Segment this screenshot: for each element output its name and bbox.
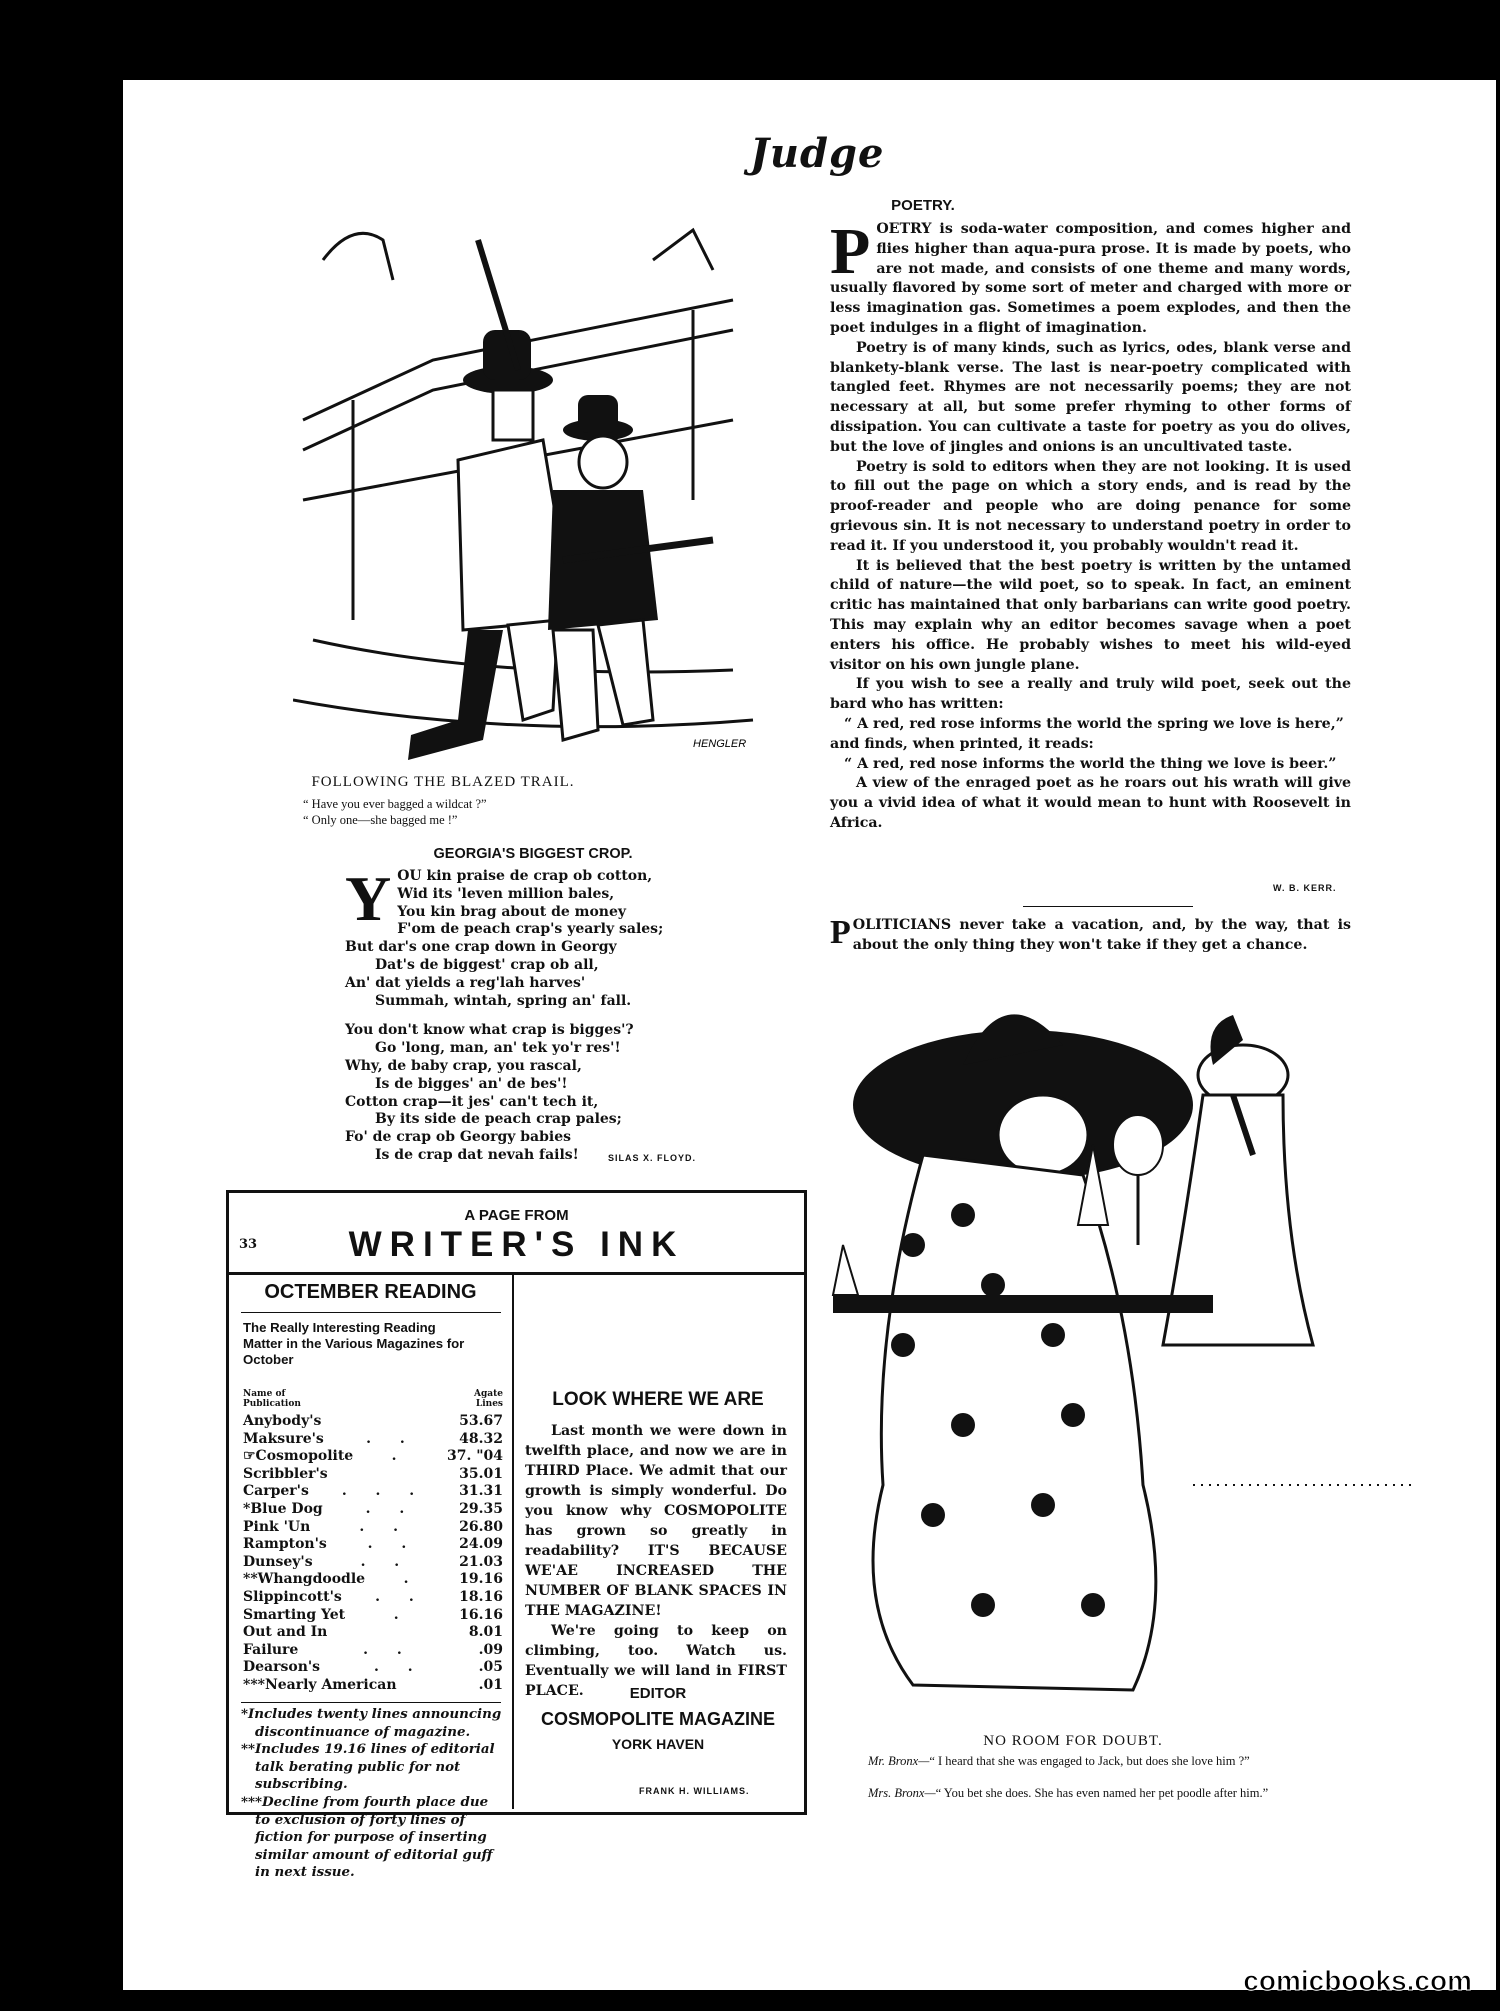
- look-where-paragraph: We're going to keep on climbing, too. Watch us. Eventually we will land in FIRST PLACE.: [525, 1623, 787, 1699]
- writers-ink-title: WRITER'S INK: [348, 1225, 685, 1264]
- georgia-dropcap: Y: [345, 863, 392, 934]
- col-lines-header: Agate Lines: [474, 1389, 503, 1409]
- poem-line: But dar's one crap down in Georgy: [345, 939, 617, 956]
- poetry-paragraph: A view of the enraged poet as he roars out his wrath will give you a vivid idea of what it would mean to hunt with Roosevelt in Africa.: [830, 775, 1351, 831]
- cartoon2-line1: Mr. Bronx—“ I heard that she was engaged to Jack, but does she love him ?”: [868, 1754, 1250, 1768]
- poetry-paragraph: OETRY is soda-water composition, and comes higher and flies higher than aqua-pura prose. It is made by poets, who are not made, and consists of one theme and many words, usually flavored by some sort of meter and charged with more or less imagination gas. Sometimes a poem explodes, and then the poet indulges in a flight of imagination.: [830, 221, 1351, 336]
- look-where-body: [525, 1421, 787, 1701]
- poem-line: Dat's de biggest' crap ob all,: [375, 956, 599, 973]
- georgia-signature: SILAS X. FLOYD.: [608, 1153, 697, 1163]
- poem-line: You kin brag about de money: [397, 903, 627, 920]
- poetry-paragraph: Poetry is of many kinds, such as lyrics, odes, blank verse and blankety-blank verse. The last is near-poetry complicated with tangled feet. Rhymes are not necessarily poems; they are not necessary at all, but some prefer rhyming to other forms of dissipation. You can cultivate a taste for poetry as you do olives, but the love of jingles and onions is an uncultivated taste.: [830, 339, 1351, 455]
- footnote: **Includes 19.16 lines of editorial talk berating public for not subscribing.: [241, 1741, 495, 1793]
- col-name-header: Name of Publication: [243, 1389, 301, 1409]
- magazine-name: COSMOPOLITE MAGAZINE: [541, 1709, 775, 1729]
- table-row: Smarting Yet . 16.16: [243, 1606, 503, 1623]
- table-row: Carper's . . . 31.31: [243, 1483, 503, 1500]
- poem-line: Is de crap dat nevah fails!: [375, 1146, 579, 1163]
- table-row: Anybody's 53.67: [243, 1413, 503, 1429]
- poem-line: OU kin praise de crap ob cotton,: [397, 868, 653, 884]
- poetry-signature: W. B. KERR.: [1273, 883, 1337, 893]
- cartoon2-caption: NO ROOM FOR DOUBT.: [983, 1733, 1163, 1749]
- writers-ink-kicker: A PAGE FROM: [464, 1207, 569, 1224]
- politicians-dropcap: P: [830, 914, 851, 951]
- table-row: ***Nearly American .01: [243, 1676, 503, 1693]
- poetry-title: POETRY.: [891, 197, 955, 214]
- cartoon2-line2: Mrs. Bronx—“ You bet she does. She has even named her pet poodle after him.”: [868, 1786, 1269, 1800]
- poem-line: Why, de baby crap, you rascal,: [345, 1057, 582, 1074]
- place-name: YORK HAVEN: [611, 1736, 705, 1752]
- octember-heading: OCTEMBER READING: [264, 1281, 477, 1303]
- poetry-article: [830, 215, 1351, 834]
- table-row: Failure . . .09: [243, 1641, 503, 1658]
- poem-line: Wid its 'leven million bales,: [397, 885, 615, 902]
- poetry-quote: “ A red, red rose informs the world the spring we love is here,”: [844, 715, 1344, 732]
- page-number: 33: [239, 1237, 258, 1252]
- watermark: comicbooks.com: [1243, 1965, 1472, 1996]
- poetry-quote: “ A red, red nose informs the world the thing we love is beer.”: [844, 755, 1337, 772]
- table-row: Maksure's . . 48.32: [243, 1430, 503, 1447]
- poem-line: Is de bigges' an' de bes'!: [375, 1075, 568, 1092]
- poetry-paragraph: Poetry is sold to editors when they are not looking. It is used to fill out the page on which a story ends, and is read by the proof-reader and people who are doing penance for some grievous sin. It is not necessary to understand poetry in order to read it. If you understood it, you probably wouldn't read it.: [830, 458, 1351, 554]
- poem-line: You don't know what crap is bigges'?: [345, 1022, 634, 1039]
- table-row: ☞Cosmopolite . 37. "04: [243, 1448, 503, 1465]
- credit: FRANK H. WILLIAMS.: [639, 1786, 750, 1796]
- footnotes: [241, 1706, 503, 1882]
- look-where-heading: LOOK WHERE WE ARE: [552, 1389, 764, 1410]
- poem-line: F'om de peach crap's yearly sales;: [397, 921, 664, 938]
- poem-line: Fo' de crap ob Georgy babies: [345, 1129, 572, 1146]
- table-row: Rampton's . . 24.09: [243, 1536, 503, 1553]
- table-row: Slippincott's . . 18.16: [243, 1588, 503, 1605]
- table-row: *Blue Dog . . 29.35: [243, 1500, 503, 1517]
- poem-line: Summah, wintah, spring an' fall.: [375, 992, 632, 1009]
- poetry-mid: and finds, when printed, it reads:: [830, 735, 1094, 752]
- artist-signature: HENGLER: [693, 738, 747, 750]
- table-row: **Whangdoodle . 19.16: [243, 1571, 503, 1588]
- cartoon1-line1: “ Have you ever bagged a wildcat ?”: [303, 797, 487, 811]
- table-row: Dunsey's . . 21.03: [243, 1553, 503, 1570]
- poem-line: Cotton crap—it jes' can't tech it,: [345, 1093, 599, 1110]
- poem-line: By its side de peach crap pales;: [375, 1111, 622, 1128]
- divider: [1023, 906, 1193, 907]
- masthead: Judge: [750, 130, 885, 177]
- hunters-illustration: [293, 200, 763, 770]
- politicians-paragraph: POLITICIANS never take a vacation, and, by the way, that is about the only thing they won't take if they get a chance.: [830, 914, 1351, 953]
- poetry-dropcap: P: [830, 215, 871, 288]
- look-where-paragraph: Last month we were down in twelfth place, and now we are in THIRD Place. We admit that our growth is simply wonderful. Do you know why COSMOPOLITE has grown so greatly in readability? IT'S BECAUSE WE'AE INCREASED THE NUMBER OF BLANK SPACES IN THE MAGAZINE!: [525, 1423, 787, 1619]
- ladies-illustration: [813, 985, 1413, 1715]
- magazine-page: [123, 80, 1496, 1990]
- georgia-title: GEORGIA'S BIGGEST CROP.: [433, 846, 633, 862]
- table-row: Pink 'Un . . 26.80: [243, 1518, 503, 1535]
- poetry-paragraph: If you wish to see a really and truly wild poet, seek out the bard who has written:: [830, 676, 1351, 713]
- poetry-paragraph: It is believed that the best poetry is written by the untamed child of nature—the wild poet, so to speak. In fact, an eminent critic has maintained that only barbarians can write good poetry. This may explain why an editor becomes savage when a poet enters his office. He probably wishes to meet his wild-eyed visitor on his own jungle plane.: [830, 557, 1351, 673]
- octember-subhead: The Really Interesting Reading Matter in the Various Magazines for October: [243, 1320, 465, 1367]
- cartoon1-caption: FOLLOWING THE BLAZED TRAIL.: [311, 774, 575, 790]
- editor-label: EDITOR: [629, 1685, 687, 1702]
- writers-ink-box: [226, 1190, 807, 1881]
- poem-line: An' dat yields a reg'lah harves': [345, 974, 586, 991]
- table-row: Dearson's . . .05: [243, 1659, 503, 1676]
- cartoon1-line2: “ Only one—she bagged me !”: [303, 813, 458, 827]
- magazine-rankings: [243, 1413, 503, 1695]
- georgia-poem: [345, 863, 705, 1165]
- table-row: Out and In 8.01: [243, 1624, 503, 1641]
- footnote: ***Decline from fourth place due to exclusion of forty lines of fiction for purpose of inserting similar amount of editorial guff in next issue.: [241, 1793, 493, 1881]
- poem-line: Go 'long, man, an' tek yo'r res'!: [375, 1040, 621, 1057]
- footnote: *Includes twenty lines announcing discontinuance of magazine.: [241, 1706, 502, 1740]
- table-row: Scribbler's 35.01: [243, 1465, 503, 1482]
